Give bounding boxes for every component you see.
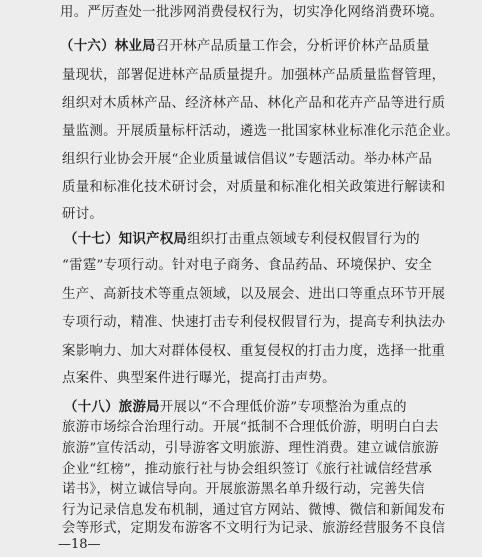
text-line: 组织行业协会开展“企业质量诚信倡议”专题活动。举办林产品 [62, 152, 433, 167]
section-heading-forestry: （十六）林业局 [60, 39, 156, 54]
text-line: 会等形式，定期发布游客不文明行为记录、旅游经营服务不良信 [62, 521, 446, 536]
text-line: 旅游”宣传活动，引导游客文明旅游、理性消费。建立诚信旅游 [62, 441, 439, 456]
text-line [60, 39, 430, 55]
text-line: 组织对木质林产品、经济林产品、林化产品和花卉产品等进行质 [62, 96, 446, 111]
text-line: 质量和标准化技术研讨会，对质量和标准化相关政策进行解读和 [62, 180, 446, 195]
text-line: 生产、高新技术等重点领域，以及展会、进出口等重点环节开展 [62, 287, 446, 302]
text-line: 量现状，部署促进林产品质量提升。加强林产品质量监督管理， [62, 68, 446, 83]
text-line: 研讨。 [62, 207, 104, 222]
text-line: 企业“红榜”，推动旅行社与协会组织签订《旅行社诚信经营承 [62, 462, 433, 477]
text-line: 行为记录信息发布机制，通过官方网站、微博、微信和新闻发布 [62, 503, 446, 518]
text-line: 量监测。开展质量标杆活动，遴选一批国家林业标准化示范企业。 [62, 124, 460, 139]
text-run: 开展以“不合理低价游”专项整治为重点的 [159, 400, 407, 415]
text-line: 案影响力、加大对群体侵权、重复侵权的打击力度，选择一批重 [62, 344, 446, 359]
text-line: 旅游市场综合治理行动。开展“抵制不合理低价游，明明白白去 [62, 420, 439, 435]
text-line [64, 400, 407, 416]
text-line: 点案件、典型案件进行曝光，提高打击声势。 [62, 371, 336, 386]
text-run: 召开林产品质量工作会，分析评价林产品质量 [155, 39, 430, 54]
text-run: 组织打击重点领域专利侵权假冒行为的 [187, 232, 420, 247]
text-line: 用。严厉查处一批涉网消费侵权行为，切实净化网络消费环境。 [60, 5, 444, 20]
text-line: “雷霆”专项行动。针对电子商务、食品药品、环境保护、安全 [62, 258, 433, 273]
section-heading-tourism: （十八）旅游局 [64, 400, 160, 415]
text-line: 专项行动，精准、快速打击专利侵权假冒行为，提高专利执法办 [62, 315, 446, 330]
text-line: 诺书》，树立诚信导向。开展旅游黑名单升级行动，完善失信 [62, 482, 425, 497]
text-line [64, 232, 420, 248]
page-number: —18— [58, 537, 101, 552]
section-heading-ip-office: （十七）知识产权局 [64, 232, 188, 247]
